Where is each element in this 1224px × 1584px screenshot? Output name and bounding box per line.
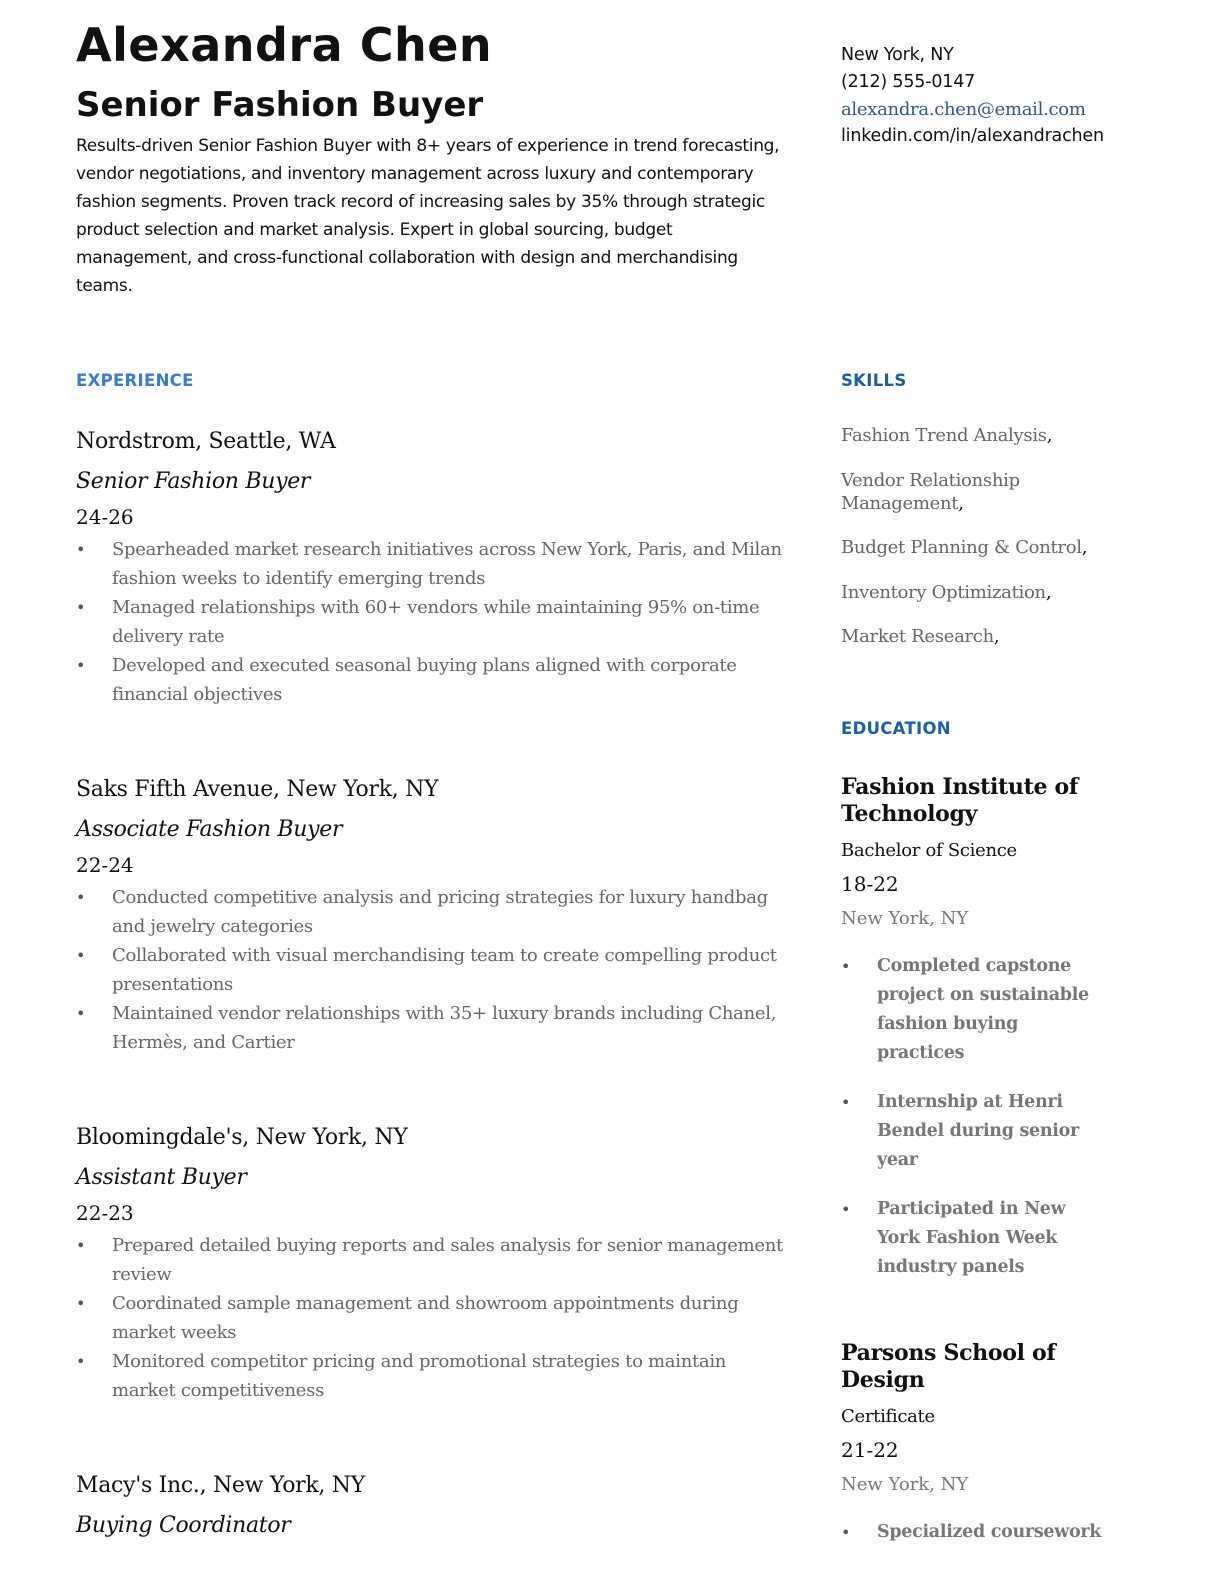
job-bullet-text: Collaborated with visual merchandising team to create compelling product presentations [112, 945, 777, 995]
edu-bullet-text: Completed capstone project on sustainable fashion buying practices [877, 956, 1089, 1063]
skill-item [841, 625, 1121, 648]
skill-separator: , [1081, 537, 1088, 558]
job-title: Buying Coordinator [76, 1513, 291, 1538]
skill-item [841, 536, 1121, 559]
job-dates: 22-24 [76, 853, 134, 877]
bullet-icon: • [76, 598, 86, 617]
skill-separator: , [993, 626, 1000, 647]
job-bullet [76, 941, 788, 999]
bullet-icon: • [76, 656, 86, 675]
bullet-icon: • [76, 540, 86, 559]
job-bullet-text: Developed and executed seasonal buying plans aligned with corporate financial objectives [112, 655, 737, 705]
job-bullet [76, 1231, 788, 1289]
contact-linkedin: linkedin.com/in/alexandrachen [841, 126, 1104, 146]
job-title: Assistant Buyer [76, 1165, 247, 1190]
experience-heading: EXPERIENCE [76, 371, 194, 390]
edu-school: Fashion Institute of Technology [841, 774, 1079, 827]
skill-label: Vendor Relationship Management [841, 469, 1020, 514]
skill-separator: , [958, 492, 964, 514]
job-bullet [76, 1347, 788, 1405]
job-bullet [76, 883, 788, 941]
bullet-icon: • [76, 1236, 86, 1255]
job-bullets [76, 535, 788, 709]
contact-phone: (212) 555-0147 [841, 72, 976, 92]
skill-label: Market Research [841, 626, 994, 647]
edu-bullet-text: Internship at Henri Bendel during senior year [877, 1092, 1079, 1170]
job-entry [76, 1471, 788, 1541]
skills-list [841, 424, 1121, 670]
professional-summary: Results-driven Senior Fashion Buyer with 8+ years of experience in trend forecasting, vendor negotiations, and inventory management across luxury and contemporary fashion segments. Proven track record of increasing sales by 35% through strategic product selection and market analysis. Expert in global sourcing, budget management, and cross-functional collaboration with design and merchandising teams. [76, 136, 780, 296]
skill-separator: , [1045, 581, 1052, 603]
bullet-icon: • [76, 1352, 86, 1371]
edu-bullets [841, 952, 1111, 1282]
bullet-icon: • [76, 888, 86, 907]
edu-school: Parsons School of Design [841, 1340, 1056, 1393]
bullet-icon: • [841, 1523, 851, 1542]
job-company: Bloomingdale's, New York, NY [76, 1125, 408, 1150]
skill-label: Fashion Trend Analysis [841, 425, 1047, 446]
contact-block [841, 42, 1121, 150]
edu-degree: Bachelor of Science [841, 840, 1017, 861]
job-bullet-text: Monitored competitor pricing and promotional strategies to maintain market competitiveness [112, 1351, 727, 1401]
bullet-icon: • [841, 1200, 851, 1219]
candidate-title: Senior Fashion Buyer [76, 85, 484, 125]
job-bullet [76, 535, 788, 593]
job-dates: 22-23 [76, 1201, 134, 1225]
job-title: Senior Fashion Buyer [76, 469, 311, 494]
edu-bullet [841, 1518, 1111, 1547]
edu-degree: Certificate [841, 1406, 935, 1427]
edu-dates: 18-22 [841, 872, 899, 896]
education-entry [841, 774, 1111, 1282]
job-bullet-text: Prepared detailed buying reports and sales analysis for senior management review [112, 1235, 783, 1285]
job-entry [76, 427, 788, 709]
skill-item [841, 424, 1121, 447]
edu-location: New York, NY [841, 1474, 969, 1495]
edu-bullet [841, 1088, 1111, 1175]
skill-label: Budget Planning & Control [841, 537, 1082, 558]
job-bullets [76, 883, 788, 1057]
job-bullet-text: Conducted competitive analysis and pricing strategies for luxury handbag and jewelry categories [112, 887, 768, 937]
skill-item [841, 469, 1121, 515]
job-title: Associate Fashion Buyer [76, 817, 343, 842]
edu-bullet [841, 1195, 1111, 1282]
contact-location: New York, NY [841, 45, 954, 65]
bullet-icon: • [841, 1093, 851, 1112]
job-bullet-text: Spearheaded market research initiatives across New York, Paris, and Milan fashion weeks to identify emerging trends [112, 539, 782, 589]
bullet-icon: • [841, 957, 851, 976]
education-heading: EDUCATION [841, 719, 951, 738]
education-entry [841, 1340, 1111, 1547]
job-bullet-text: Coordinated sample management and showroom appointments during market weeks [112, 1293, 739, 1343]
job-dates: 24-26 [76, 505, 134, 529]
bullet-icon: • [76, 946, 86, 965]
job-bullet [76, 651, 788, 709]
job-company: Nordstrom, Seattle, WA [76, 429, 336, 454]
edu-bullets [841, 1518, 1111, 1547]
skill-item [841, 581, 1121, 604]
skill-label: Inventory Optimization [841, 581, 1046, 603]
candidate-name: Alexandra Chen [76, 18, 493, 72]
bullet-icon: • [76, 1294, 86, 1313]
job-company: Saks Fifth Avenue, New York, NY [76, 777, 439, 802]
job-bullet-text: Managed relationships with 60+ vendors while maintaining 95% on-time delivery rate [112, 597, 760, 647]
skills-heading: SKILLS [841, 371, 907, 390]
skill-separator: , [1046, 425, 1053, 446]
job-entry [76, 1123, 788, 1405]
job-bullets [76, 1231, 788, 1405]
edu-dates: 21-22 [841, 1438, 899, 1462]
contact-email-link[interactable]: alexandra.chen@email.com [841, 99, 1086, 120]
edu-location: New York, NY [841, 908, 969, 929]
job-bullet [76, 593, 788, 651]
job-bullet [76, 1289, 788, 1347]
job-bullet-text: Maintained vendor relationships with 35+ luxury brands including Chanel, Hermès, and Cartier [112, 1003, 777, 1053]
edu-bullet-text: Specialized coursework [877, 1522, 1102, 1542]
edu-bullet [841, 952, 1111, 1068]
job-company: Macy's Inc., New York, NY [76, 1473, 365, 1498]
bullet-icon: • [76, 1004, 86, 1023]
job-bullet [76, 999, 788, 1057]
edu-bullet-text: Participated in New York Fashion Week industry panels [877, 1199, 1066, 1277]
job-entry [76, 775, 788, 1057]
resume-header [76, 14, 788, 300]
